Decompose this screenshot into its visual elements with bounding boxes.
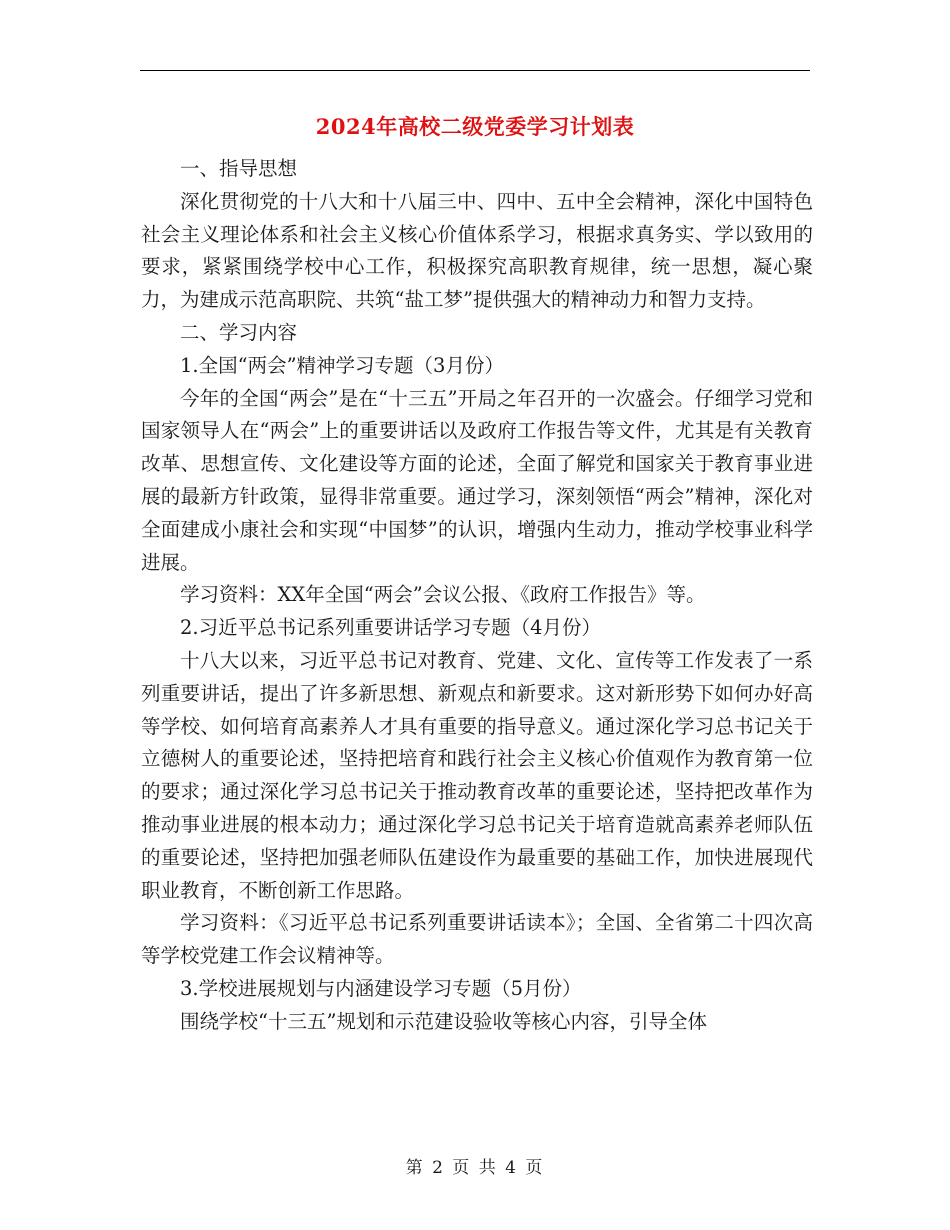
section-heading-guiding-thought: 一、指导思想 [180, 157, 298, 180]
paragraph-topic-1: 今年的全国“两会”是在“十三五”开局之年召开的一次盛会。仔细学习党和国家领导人在“两会”上的重要讲话以及政府工作报告等文件，尤其是有关教育改革、思想宣传、文化建设等方面的论述，全面了解党和国家关于教育事业进展的最新方针政策，显得非常重要。通过学习，深刻领悟“两会”精神，深化对全面建成小康社会和实现“中国梦”的认识，增强内生动力，推动学校事业科学进展。 [141, 386, 813, 574]
document-title: 2024年高校二级党委学习计划表 [315, 114, 635, 139]
topic-heading-1: 1.全国“两会”精神学习专题（3月份） [180, 353, 504, 377]
paragraph-guiding-thought: 深化贯彻党的十八大和十八届三中、四中、五中全会精神，深化中国特色社会主义理论体系和社会主义核心价值体系学习，根据求真务实、学以致用的要求，紧紧围绕学校中心工作，积极探究高职教育规律，统一思想，凝心聚力，为建成示范高职院、共筑“盐工梦”提供强大的精神动力和智力支持。 [141, 189, 813, 312]
paragraph-topic-3: 围绕学校“十三五”规划和示范建设验收等核心内容，引导全体 [180, 1009, 707, 1033]
section-heading-study-content: 二、学习内容 [180, 320, 298, 344]
header-rule [140, 70, 810, 71]
document-body [141, 153, 813, 1039]
page-number-footer: 第 2 页 共 4 页 [405, 1158, 545, 1178]
topic-heading-2: 2.习近平总书记系列重要讲话学习专题（4月份） [180, 616, 602, 640]
materials-topic-2: 学习资料：《习近平总书记系列重要讲话读本》；全国、全省第二十四次高等学校党建工作会议精神等。 [141, 911, 813, 968]
topic-heading-3: 3.学校进展规划与内涵建设学习专题（5月份） [180, 976, 582, 1000]
paragraph-topic-2: 十八大以来，习近平总书记对教育、党建、文化、宣传等工作发表了一系列重要讲话，提出了许多新思想、新观点和新要求。这对新形势下如何办好高等学校、如何培育高素养人才具有重要的指导意义。通过深化学习总书记关于立德树人的重要论述，坚持把培育和践行社会主义核心价值观作为教育第一位的要求；通过深化学习总书记关于推动教育改革的重要论述，坚持把改革作为推动事业进展的根本动力；通过深化学习总书记关于培育造就高素养老师队伍的重要论述，坚持把加强老师队伍建设作为最重要的基础工作，加快进展现代职业教育，不断创新工作思路。 [141, 648, 813, 902]
materials-topic-1: 学习资料：XX年全国“两会”会议公报、《政府工作报告》等。 [180, 583, 706, 607]
